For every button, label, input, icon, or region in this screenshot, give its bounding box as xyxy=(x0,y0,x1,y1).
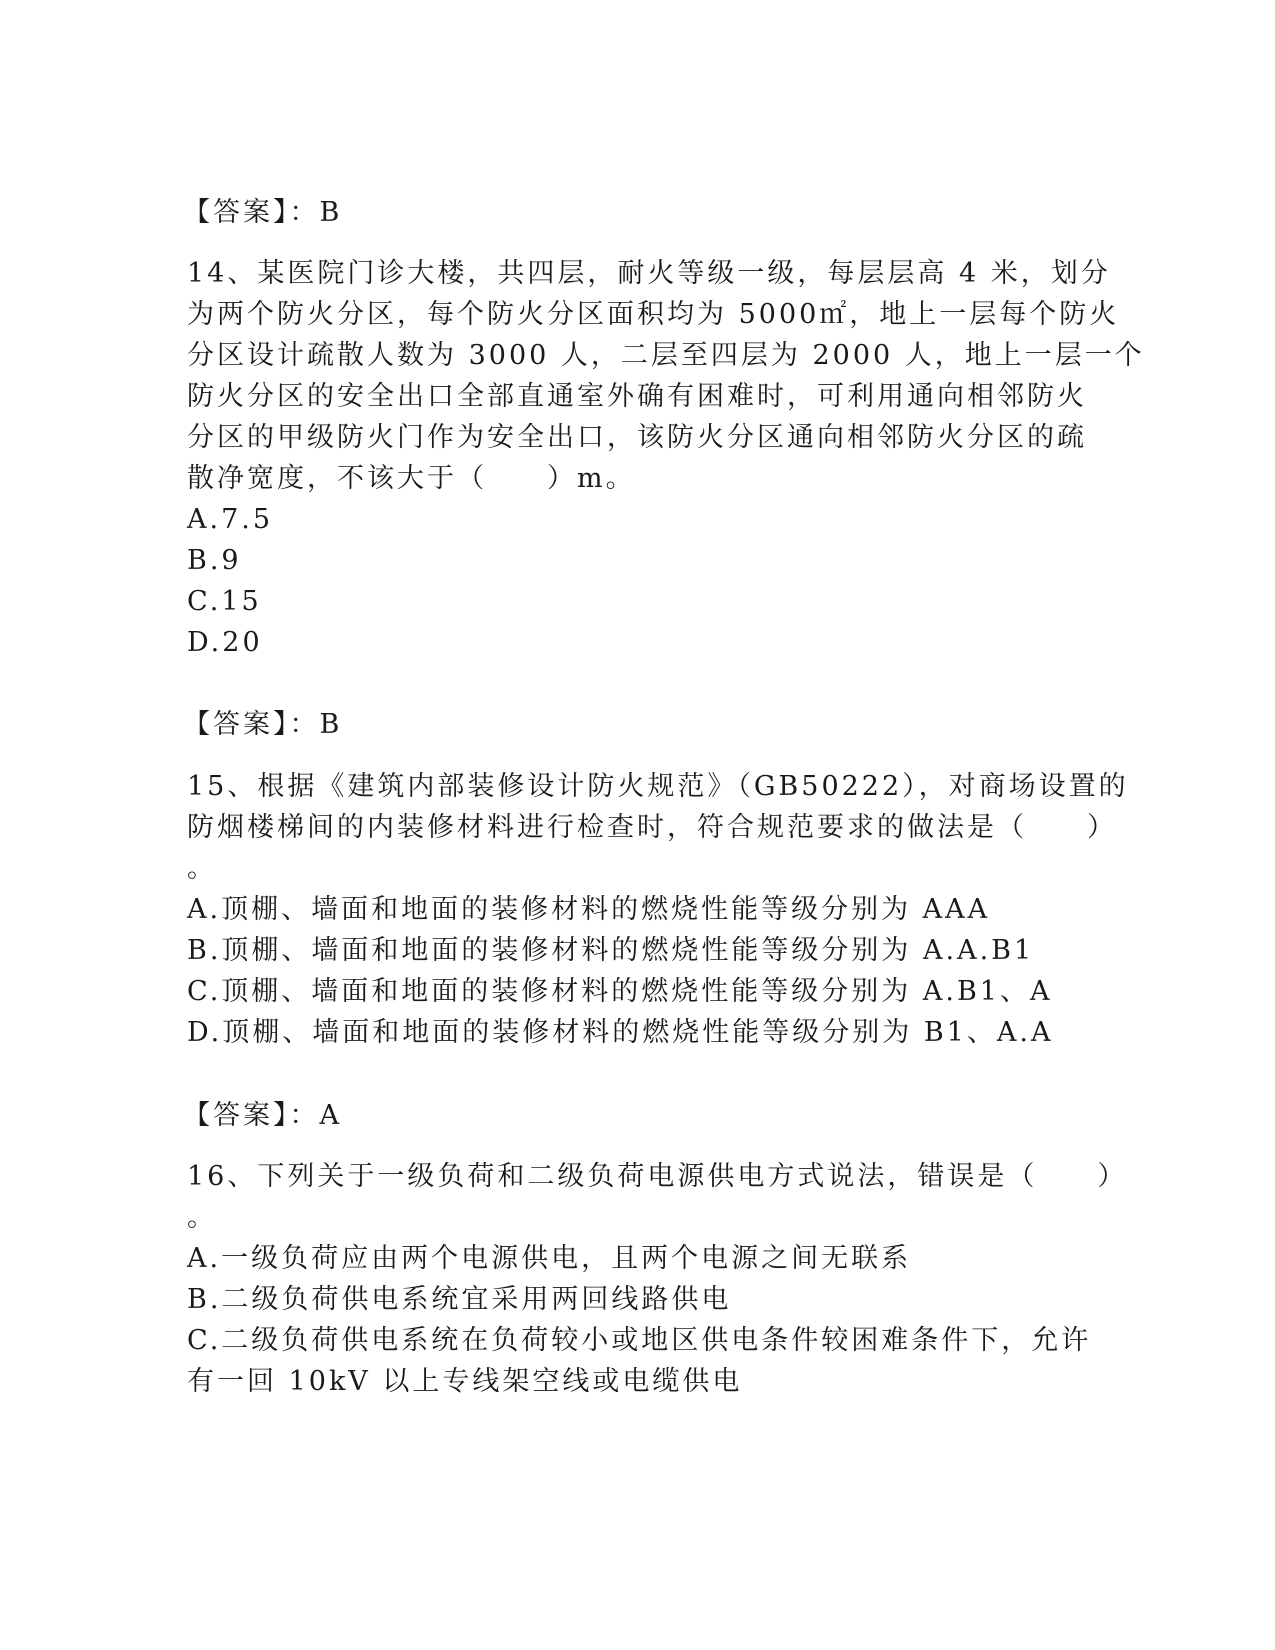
question-15-option-a: A.顶棚、墙面和地面的装修材料的燃烧性能等级分别为 AAA xyxy=(187,894,991,925)
question-15-option-d: D.顶棚、墙面和地面的装修材料的燃烧性能等级分别为 B1、A.A xyxy=(187,1017,1054,1048)
question-14-option-d: D.20 xyxy=(187,627,263,658)
question-15-text-line: 。 xyxy=(187,853,217,884)
question-14-option-a: A.7.5 xyxy=(187,504,274,535)
question-14-text-line: 分区设计疏散人数为 3000 人，二层至四层为 2000 人，地上一层一个 xyxy=(187,340,1145,371)
question-15-option-c: C.顶棚、墙面和地面的装修材料的燃烧性能等级分别为 A.B1、A xyxy=(187,976,1053,1007)
question-14-text-line: 分区的甲级防火门作为安全出口，该防火分区通向相邻防火分区的疏 xyxy=(187,422,1087,453)
question-15-text-line: 防烟楼梯间的内装修材料进行检查时，符合规范要求的做法是（ ） xyxy=(187,812,1117,843)
question-15-option-b: B.顶棚、墙面和地面的装修材料的燃烧性能等级分别为 A.A.B1 xyxy=(187,935,1035,966)
answer-13: 【答案】：B xyxy=(183,197,343,228)
question-14-text-line: 14、某医院门诊大楼，共四层，耐火等级一级，每层层高 4 米，划分 xyxy=(187,258,1111,289)
question-14-text-line: 防火分区的安全出口全部直通室外确有困难时，可利用通向相邻防火 xyxy=(187,381,1087,412)
question-16-option-c-continued: 有一回 10kV 以上专线架空线或电缆供电 xyxy=(187,1366,743,1397)
question-16-text-line: 。 xyxy=(187,1202,217,1233)
answer-14: 【答案】：B xyxy=(183,709,343,740)
question-14-option-c: C.15 xyxy=(187,586,262,617)
question-16-text-line: 16、下列关于一级负荷和二级负荷电源供电方式说法，错误是（ ） xyxy=(187,1161,1128,1192)
question-15-text-line: 15、根据《建筑内部装修设计防火规范》（GB50222），对商场设置的 xyxy=(187,771,1129,802)
question-14-option-b: B.9 xyxy=(187,545,242,576)
question-16-option-b: B.二级负荷供电系统宜采用两回线路供电 xyxy=(187,1284,732,1315)
question-16-option-a: A.一级负荷应由两个电源供电，且两个电源之间无联系 xyxy=(187,1243,912,1274)
answer-15: 【答案】：A xyxy=(183,1100,342,1131)
question-14-text-line: 为两个防火分区，每个防火分区面积均为 5000㎡，地上一层每个防火 xyxy=(187,299,1120,330)
question-16-option-c: C.二级负荷供电系统在负荷较小或地区供电条件较困难条件下，允许 xyxy=(187,1325,1092,1356)
question-14-text-line: 散净宽度，不该大于（ ）m。 xyxy=(187,463,636,494)
